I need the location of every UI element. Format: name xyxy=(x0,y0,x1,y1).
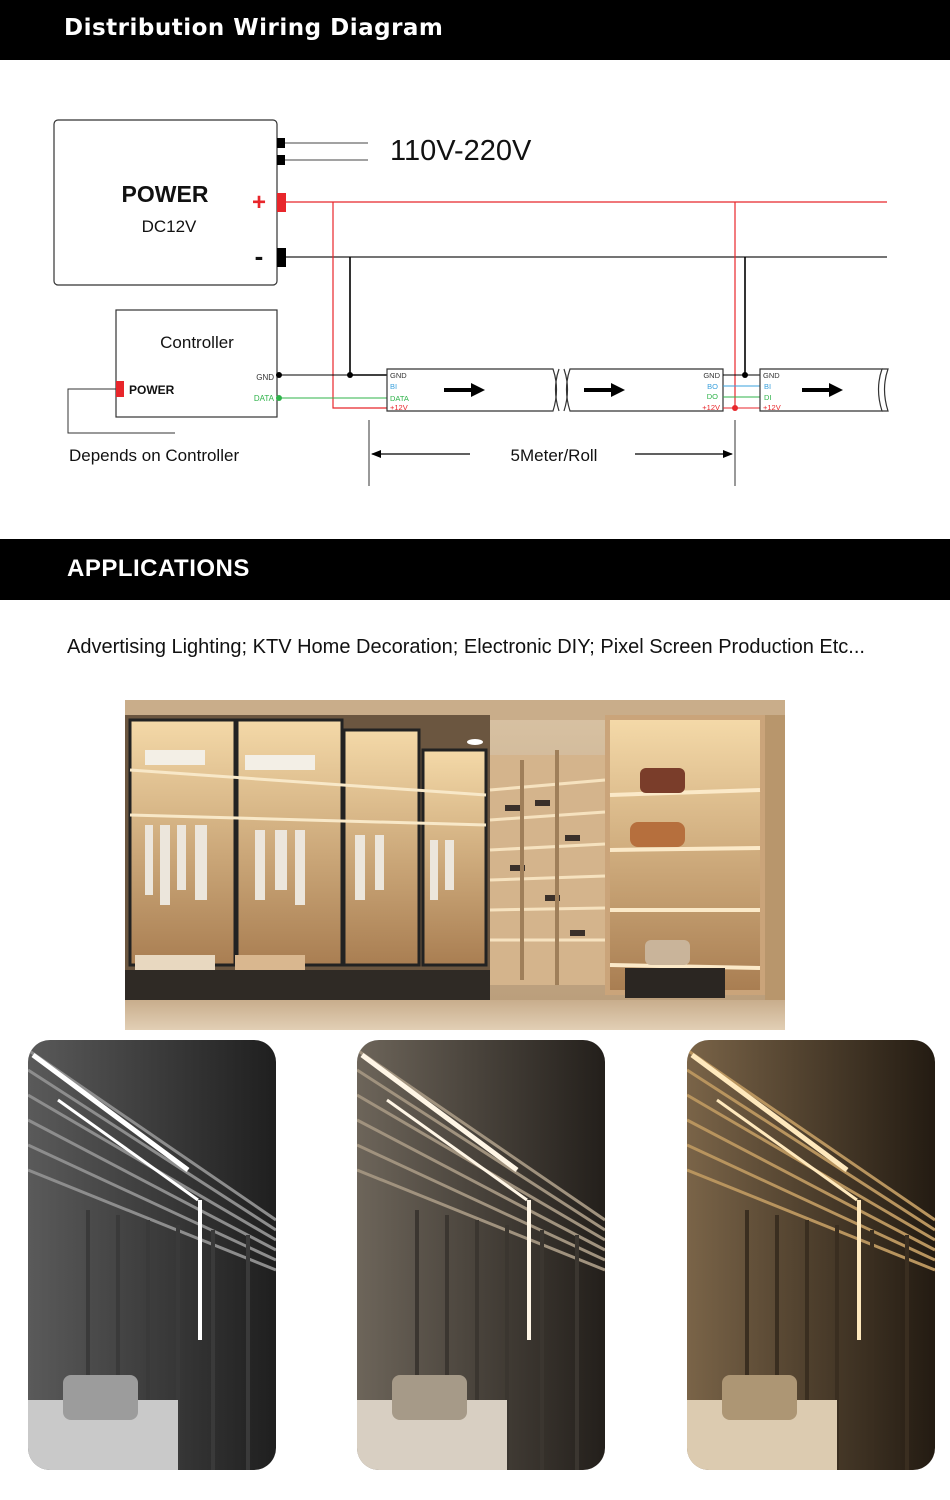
strip-out-do-label: DO xyxy=(706,392,718,401)
positive-terminal xyxy=(277,193,286,212)
strip-in-data-label: DATA xyxy=(390,394,409,403)
strip-cut-mark xyxy=(882,369,888,411)
applications-banner xyxy=(0,539,950,600)
power-voltage: DC12V xyxy=(141,217,197,236)
power-title: POWER xyxy=(121,181,209,207)
plus-sign: + xyxy=(251,189,267,216)
dimension-right-arrow xyxy=(635,450,733,458)
controller-power-label: POWER xyxy=(129,383,175,397)
header-title: Distribution Wiring Diagram xyxy=(64,15,444,41)
mains-terminal-2 xyxy=(277,155,285,165)
dimension-left-arrow xyxy=(371,450,470,458)
mains-terminal-1 xyxy=(277,138,285,148)
strip-next-gnd-label: GND xyxy=(763,371,780,380)
strip-out-gnd-label: GND xyxy=(703,371,720,380)
strip-next-bi-label: BI xyxy=(764,382,772,391)
strip-cut-mark xyxy=(564,369,568,411)
negative-drop-1 xyxy=(350,257,388,375)
controller-title: Controller xyxy=(160,333,234,352)
depends-on-controller-label: Depends on Controller xyxy=(69,446,240,465)
slat-wall-photo-warm xyxy=(687,1040,935,1470)
strip-next-12v-label: +12V xyxy=(763,403,781,412)
controller-gnd-label: GND xyxy=(256,373,274,382)
controller-power-terminal xyxy=(116,381,124,397)
strip-in-gnd-label: GND xyxy=(390,371,407,380)
controller-box xyxy=(116,310,277,417)
strip-in-12v-label: +12V xyxy=(390,403,408,412)
wiring-diagram xyxy=(0,60,950,539)
strip-cut-mark xyxy=(556,369,560,411)
negative-terminal xyxy=(277,248,286,267)
strip-out-bo-label: BO xyxy=(707,382,718,391)
strip-in-bi-label: BI xyxy=(390,382,398,391)
applications-description: Advertising Lighting; KTV Home Decoration; Electronic DIY; Pixel Screen Production Etc... xyxy=(67,636,865,658)
slat-wall-photo-cool xyxy=(28,1040,276,1470)
strip-next-di-label: DI xyxy=(764,393,772,402)
controller-data-label: DATA xyxy=(253,394,274,403)
slat-wall-photo-neutral xyxy=(357,1040,605,1470)
strip-out-12v-label: +12V xyxy=(702,403,720,412)
applications-title: APPLICATIONS xyxy=(67,555,250,582)
wardrobe-photo xyxy=(125,700,785,1030)
positive-drop-1 xyxy=(333,202,388,408)
header-banner xyxy=(0,0,950,60)
mains-voltage-label: 110V-220V xyxy=(390,135,532,167)
roll-length-label: 5Meter/Roll xyxy=(510,446,598,465)
minus-sign: - xyxy=(254,241,264,271)
